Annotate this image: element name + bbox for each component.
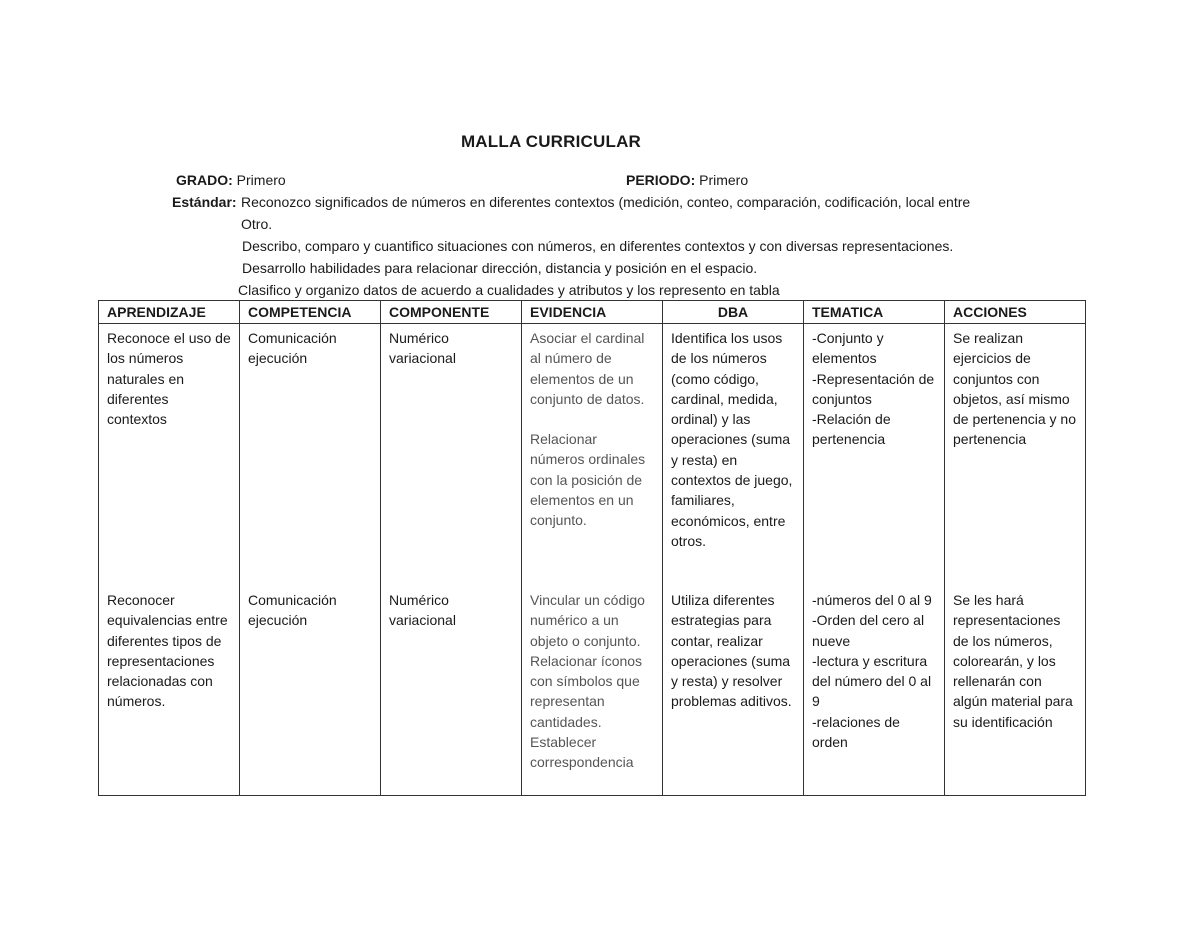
tematica-item: -números del 0 al 9 xyxy=(812,592,932,608)
tematica-item: -relaciones de orden xyxy=(812,713,900,751)
cell-tematica xyxy=(804,590,945,796)
evidencia-item: Asociar el cardinal al número de elementos de un conjunto de datos. xyxy=(530,330,645,407)
periodo-value: Primero xyxy=(699,172,749,188)
grado-label: GRADO: xyxy=(176,172,233,188)
competencia-line: Comunicación xyxy=(248,330,337,346)
cell-aprendizaje: Reconoce el uso de los números naturales en diferentes contextos xyxy=(99,324,240,591)
componente-line: Numérico xyxy=(389,330,449,346)
estandar-line-4: Desarrollo habilidades para relacionar dirección, distancia y posición en el espacio. xyxy=(242,260,758,276)
estandar-label: Estándar: xyxy=(172,194,237,210)
cell-competencia xyxy=(240,324,381,591)
componente-line: Numérico xyxy=(389,592,449,608)
tematica-item: -Conjunto y elementos xyxy=(812,330,884,367)
cell-evidencia xyxy=(522,590,663,796)
cell-dba: Identifica los usos de los números (como código, cardinal, medida, ordinal) y las operaciones (suma y resta) en contextos de juego, familiares, económicos, entre otros. xyxy=(663,324,804,591)
tematica-item: -Representación de conjuntos xyxy=(812,370,935,407)
periodo-label: PERIODO: xyxy=(626,172,696,188)
table-row xyxy=(99,590,1086,796)
cell-acciones: Se les hará representaciones de los números, colorearán, y los rellenarán con algún material para su identificación xyxy=(945,590,1086,796)
evidencia-item: Vincular un código numérico a un objeto o conjunto. xyxy=(530,592,645,649)
tematica-item: -lectura y escritura del número del 0 al 9 xyxy=(812,652,932,710)
evidencia-item: Establecer correspondencia xyxy=(530,734,634,771)
header-acciones: ACCIONES xyxy=(945,301,1086,324)
header-competencia: COMPETENCIA xyxy=(240,301,381,324)
table-header-row xyxy=(99,301,1086,324)
componente-line: variacional xyxy=(389,612,456,629)
evidencia-item: Relacionar íconos con símbolos que representan cantidades. xyxy=(530,652,643,730)
estandar-line-1: Reconozco significados de números en diferentes contextos (medición, conteo, comparación, codificación, local entre xyxy=(241,194,971,210)
competencia-line: ejecución xyxy=(248,350,308,367)
evidencia-item: Relacionar números ordinales con la posición de elementos en un conjunto. xyxy=(530,431,646,529)
cell-aprendizaje: Reconocer equivalencias entre diferentes tipos de representaciones relacionadas con números. xyxy=(99,590,240,796)
componente-line: variacional xyxy=(389,350,456,367)
cell-evidencia xyxy=(522,324,663,591)
tematica-item: -Relación de pertenencia xyxy=(812,411,891,448)
header-tematica: TEMATICA xyxy=(804,301,945,324)
cell-dba: Utiliza diferentes estrategias para contar, realizar operaciones (suma y resta) y resolver problemas aditivos. xyxy=(663,590,804,796)
cell-competencia xyxy=(240,590,381,796)
competencia-line: Comunicación xyxy=(248,592,337,608)
periodo-field xyxy=(626,172,748,188)
cell-componente xyxy=(381,324,522,591)
competencia-line: ejecución xyxy=(248,612,308,629)
header-componente: COMPONENTE xyxy=(381,301,522,324)
header-aprendizaje: APRENDIZAJE xyxy=(99,301,240,324)
grado-value: Primero xyxy=(236,172,286,188)
header-dba: DBA xyxy=(663,301,804,324)
cell-componente xyxy=(381,590,522,796)
cell-acciones: Se realizan ejercicios de conjuntos con objetos, así mismo de pertenencia y no pertenencia xyxy=(945,324,1086,591)
grado-field xyxy=(176,172,286,188)
curriculum-table xyxy=(98,300,1086,796)
estandar-line-2: Otro. xyxy=(241,216,273,232)
cell-tematica xyxy=(804,324,945,591)
tematica-item: -Orden del cero al nueve xyxy=(812,612,925,649)
header-evidencia: EVIDENCIA xyxy=(522,301,663,324)
page-title: MALLA CURRICULAR xyxy=(460,132,642,151)
estandar-line-3: Describo, comparo y cuantifico situaciones con números, en diferentes contextos y con diversas representaciones. xyxy=(242,238,954,254)
estandar-line-5: Clasifico y organizo datos de acuerdo a cualidades y atributos y los represento en tabla xyxy=(238,282,780,298)
table-row xyxy=(99,324,1086,591)
